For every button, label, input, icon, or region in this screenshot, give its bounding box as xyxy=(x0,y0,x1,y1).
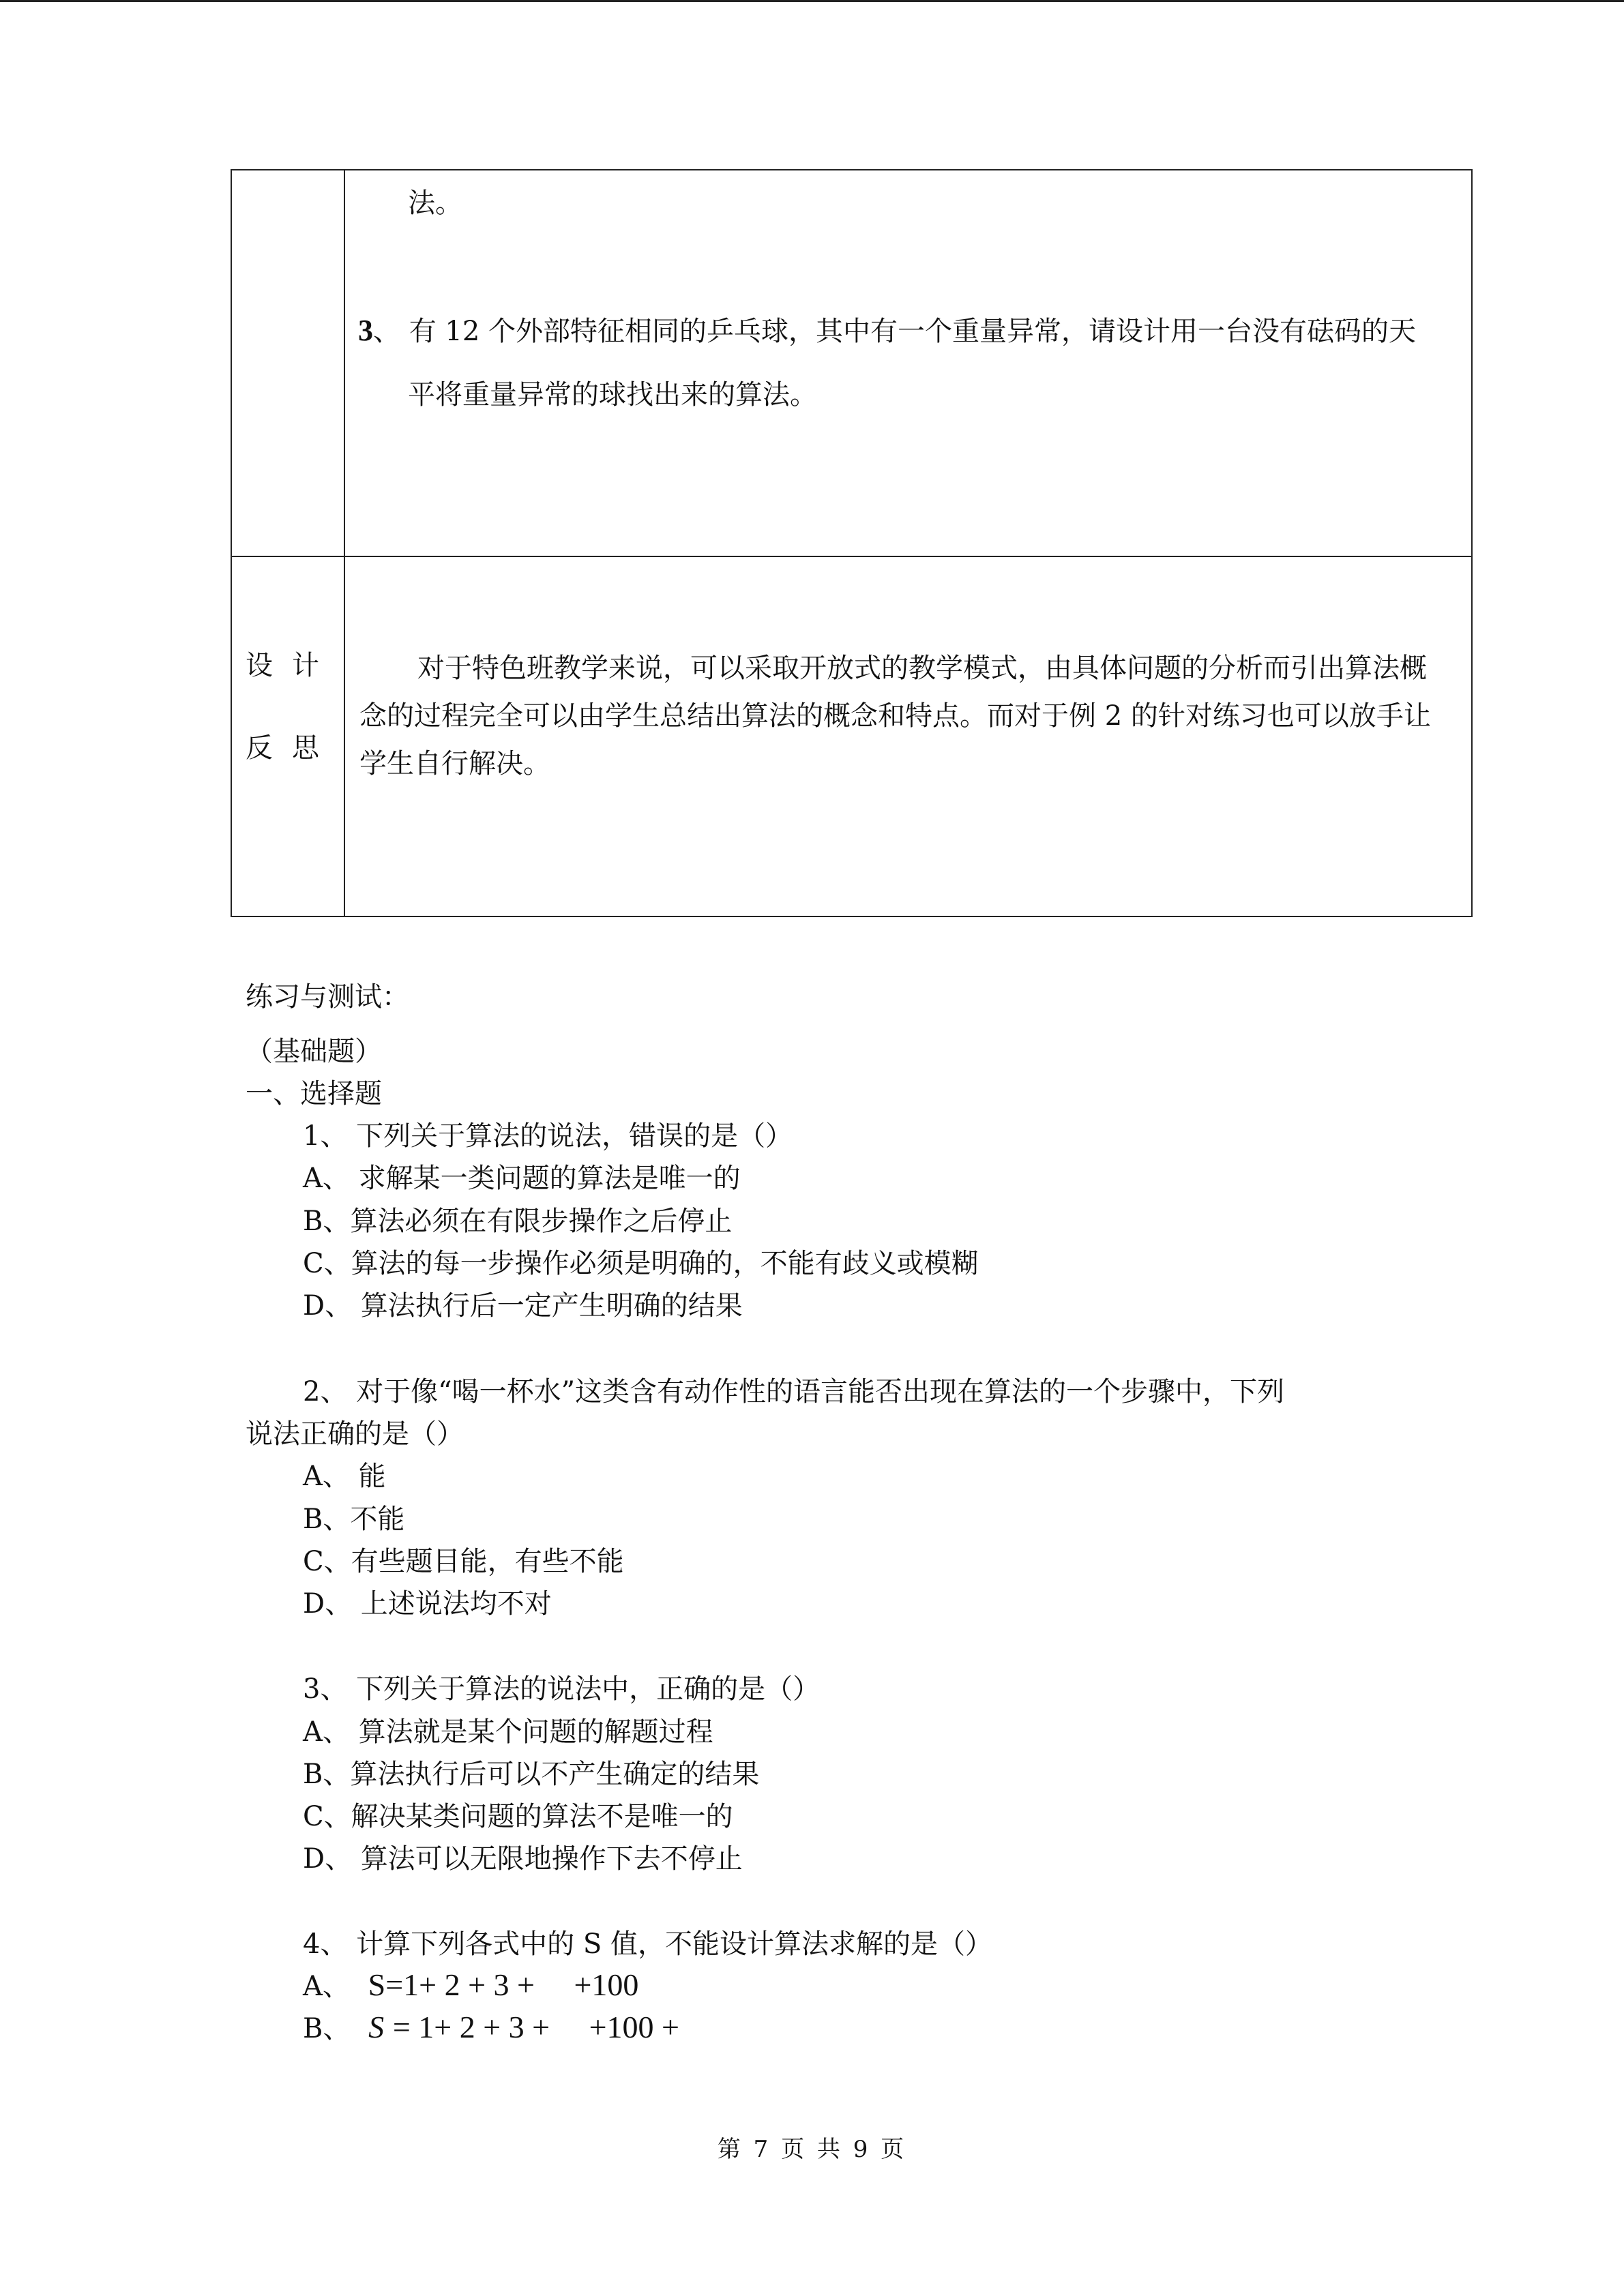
q3-stem: 3、 下列关于算法的说法中，正确的是（） xyxy=(303,1673,821,1705)
design-reflection-text xyxy=(359,644,1451,788)
q4-option-b-formula: = 1+ 2 + 3 + +100 + xyxy=(392,2010,679,2044)
q2-option-c: C、有些题目能，有些不能 xyxy=(303,1546,624,1577)
section-subtitle: （基础题） xyxy=(246,1036,382,1067)
q1-option-b: B、算法必须在有限步操作之后停止 xyxy=(303,1206,733,1237)
q1-stem: 1、 下列关于算法的说法，错误的是（） xyxy=(303,1120,793,1152)
lesson-table xyxy=(231,169,1473,917)
design-reflection-paragraph: 对于特色班教学来说，可以采取开放式的教学模式，由具体问题的分析而引出算法概念的过程完全可以由学生总结出算法的概念和特点。而对于例 2 的针对练习也可以放手让学生自行解决。 xyxy=(359,653,1431,779)
part-title: 一、选择题 xyxy=(246,1078,382,1109)
reflection-label: 反思 xyxy=(246,732,338,764)
q2-stem-continued: 说法正确的是（） xyxy=(246,1418,464,1450)
q4-option-b-label: B、 xyxy=(303,2013,351,2044)
row1-line1: 法。 xyxy=(408,188,462,219)
q3-option-d: D、 算法可以无限地操作下去不停止 xyxy=(303,1843,743,1875)
q2-option-d: D、 上述说法均不对 xyxy=(303,1588,552,1620)
section-title: 练习与测试： xyxy=(246,981,409,1013)
q4-option-a-label: A、 xyxy=(303,1971,350,2002)
row1-item3-line2: 平将重量异常的球找出来的算法。 xyxy=(408,379,817,411)
q1-option-a: A、 求解某一类问题的算法是唯一的 xyxy=(303,1163,741,1194)
design-label: 设计 xyxy=(246,650,338,681)
top-border xyxy=(0,0,1624,2)
q4-option-a xyxy=(303,1965,638,2003)
q2-stem: 2、 对于像“喝一杯水”这类含有动作性的语言能否出现在算法的一个步骤中，下列 xyxy=(303,1376,1285,1407)
q4-stem: 4、 计算下列各式中的 S 值，不能设计算法求解的是（） xyxy=(303,1928,992,1960)
q2-option-b: B、不能 xyxy=(303,1504,405,1535)
row1-item3-line1 xyxy=(358,307,1416,355)
q3-option-a: A、 算法就是某个问题的解题过程 xyxy=(303,1716,713,1748)
q4-option-a-formula: S=1+ 2 + 3 + +100 xyxy=(368,1967,639,2002)
page-footer: 第 7 页 共 9 页 xyxy=(717,2136,907,2163)
q4-option-b-variable: S xyxy=(368,2010,385,2044)
q3-option-b: B、算法执行后可以不产生确定的结果 xyxy=(303,1759,760,1790)
q3-option-c: C、解决某类问题的算法不是唯一的 xyxy=(303,1801,733,1832)
q1-option-c: C、算法的每一步操作必须是明确的，不能有歧义或模糊 xyxy=(303,1248,979,1279)
table-row-divider xyxy=(232,556,1471,557)
item3-number: 3 xyxy=(358,314,373,347)
table-column-divider xyxy=(344,170,345,916)
item3-text: 、 有 12 个外部特征相同的乒乓球，其中有一个重量异常，请设计用一台没有砝码的天 xyxy=(373,316,1417,347)
q4-option-b xyxy=(303,2007,679,2046)
q2-option-a: A、 能 xyxy=(303,1461,386,1492)
q1-option-d: D、 算法执行后一定产生明确的结果 xyxy=(303,1290,743,1322)
